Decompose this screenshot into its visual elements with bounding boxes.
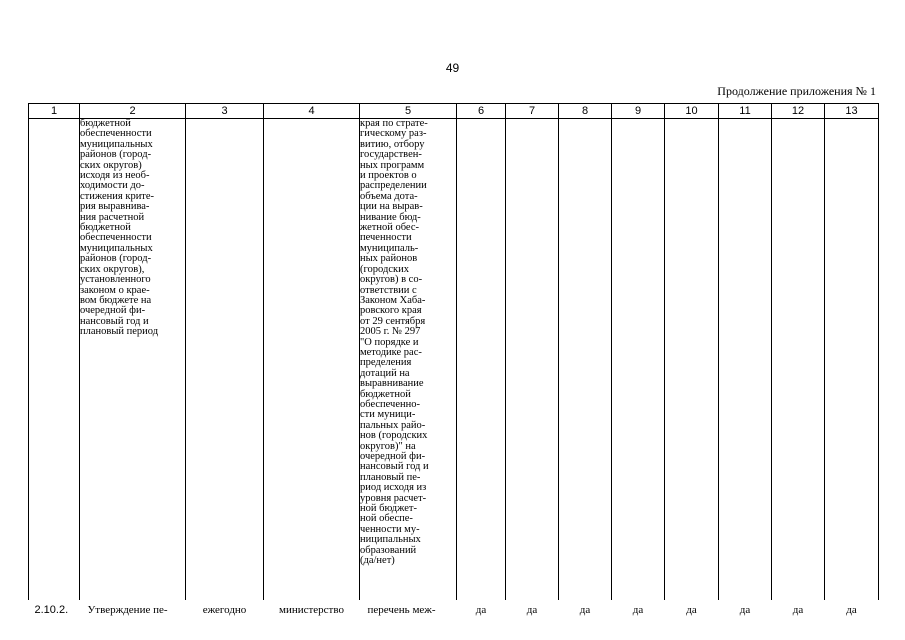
table-cell-value: да — [686, 603, 697, 616]
column-header-13: 13 — [825, 104, 879, 119]
table-cell-value: да — [475, 603, 487, 616]
column-header-12: 12 — [772, 104, 825, 119]
table-cell — [506, 119, 559, 600]
header-row — [29, 104, 879, 119]
table-row — [29, 119, 879, 600]
column-header-7: 7 — [506, 104, 559, 119]
column-header-1: 1 — [29, 104, 80, 119]
table-cell — [719, 119, 772, 600]
table-cell — [264, 119, 360, 600]
table-cell-value: да — [739, 603, 751, 616]
table-row — [29, 600, 879, 617]
table-cell-value: да — [526, 603, 538, 616]
column-header-2: 2 — [80, 104, 186, 119]
item-number: 2.10.2. — [34, 603, 69, 616]
table-cell — [29, 119, 80, 600]
table-cell — [559, 119, 612, 600]
column-header-5: 5 — [360, 104, 457, 119]
column-header-4: 4 — [264, 104, 360, 119]
column-header-10: 10 — [665, 104, 719, 119]
table-cell-value: да — [579, 603, 591, 616]
appendix-table — [28, 103, 879, 617]
table-cell-text: Утверждение пе- — [87, 603, 168, 616]
table-cell — [772, 119, 825, 600]
table-cell — [457, 119, 506, 600]
table-cell-text: ежегодно — [202, 603, 247, 616]
table-cell-value: да — [846, 603, 857, 616]
column-header-3: 3 — [186, 104, 264, 119]
table-cell-text: бюджетной обеспеченности муниципальных районов (город- ских округов) исходя из необ- ходимости до- стижения крите- рия выравнива- ния расчетной бюджетной обеспеченности муниципальных районов (город- ских округов), установленного законом о крае- вом бюджете на очередной фи- нансовый год и плановый период — [80, 119, 186, 600]
column-header-11: 11 — [719, 104, 772, 119]
column-header-9: 9 — [612, 104, 665, 119]
table-cell — [665, 119, 719, 600]
table-cell — [825, 119, 879, 600]
table-cell-value: да — [632, 603, 644, 616]
table-cell-text: перечень меж- — [367, 603, 436, 616]
table-cell — [186, 119, 264, 600]
table-cell-text: министерство — [278, 603, 344, 616]
table-cell — [612, 119, 665, 600]
table-cell-value: да — [792, 603, 804, 616]
continuation-label: Продолжение приложения № 1 — [717, 84, 876, 98]
page-number: 49 — [445, 61, 460, 75]
table-cell-text: края по страте- гическому раз- витию, отбору государствен- ных программ и проектов о распределении объема дота- ции на вырав- нивание бюд- жетной обес- печенности муниципаль- ных районов (городских округов) в со- ответствии с Законом Хаба- ровского края от 29 сентября 2005 г. № 297 "О порядке и методике рас- пределения дотаций на выравнивание бюджетной обеспеченно- сти муници- пальных райо- нов (городских округов)" на очередной фи- нансовый год и плановый пе- риод исходя из уровня расчет- ной бюджет- ной обеспе- ченности му- ниципальных образований (да/нет) — [360, 119, 457, 600]
column-header-8: 8 — [559, 104, 612, 119]
column-header-6: 6 — [457, 104, 506, 119]
